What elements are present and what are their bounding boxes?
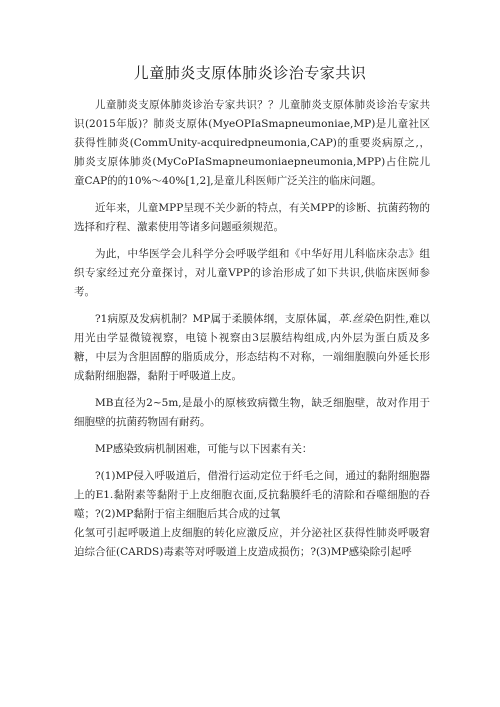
paragraph-recent-features: 近年来，儿童MPP呈现不关少新的特点，有关MPP的诊断、抗菌药物的选择和疗程、激素使用等诸多问题亟须规范。 xyxy=(74,202,430,233)
pathogen-italic-text: 革.丝染 xyxy=(338,313,374,325)
paragraph-mp-size: MB直径为2~5m,是最小的原核致病微生物，缺乏细胞壁，故对作用于细胞壁的抗菌药物固有耐药。 xyxy=(74,397,430,428)
pathogen-tail-text: 色阴性,难以用光由学显微镜视察，电镜卜视察由3层膜结构组成,内外层为蛋白质及多糖，中层为含胆固醇的脂质成分，形态结构不对称，一端细胞膜向外延长形成黏附细胞器，黏附于呼吸道上皮。 xyxy=(74,313,430,382)
paragraph-mechanism-1-2: ?(1)MP侵入呼吸道后，借滑行运动定位于纤毛之间，通过的黏附细胞器上的E1.黏附素等黏附于上皮细胞衣面,反抗黏膜纤毛的清除和吞噬细胞的吞噬；?(2)MP黏附于宿主细胞后其合成的过氧 xyxy=(74,470,430,520)
paragraph-mechanism-2-3: 化氢可引起呼吸道上皮细胞的转化应激反应，并分泌社区获得性肺炎呼吸窘迫综合征(CARDS)毒素等对呼吸道上皮造成损伤；?(3)MP感染除引起呼 xyxy=(74,527,430,558)
paragraph-intro: 儿童肺炎支原体肺炎诊治专家共识？？儿童肺炎支原体肺炎诊治专家共识(2015年版)？肺炎支原体(MyeOPIaSmapneumoniae,MP)是儿童社区获得性肺炎(CommUnity-acquiredpneumonia,CAP)的重要炎病原之,，肺炎支原体肺炎(MyCoPIaSmapneumoniaepneumonia,MPP)占住院儿童CAP的的10%～40%[1,2],是童儿科医师广泛关注的临床问题。 xyxy=(74,99,430,187)
document-body xyxy=(74,96,430,570)
paragraph-mechanism-intro: MP感染致病机制困难，可能与以下因素有关： xyxy=(95,443,313,455)
document-title: 儿童肺炎支原体肺炎诊治专家共识 xyxy=(133,64,367,82)
paragraph-consensus-purpose: 为此，中华医学会儿科学分会呼吸学组和《中华好用儿科临床杂志》组织专家经过充分童探讨，对儿童VPP的诊治形成了如下共识,供临床医师参考。 xyxy=(74,248,430,298)
paragraph-pathogen xyxy=(74,310,430,386)
pathogen-lead-text: ?1病原及发病机制？MP属于柔膜体纲，支原体属， xyxy=(95,313,339,325)
